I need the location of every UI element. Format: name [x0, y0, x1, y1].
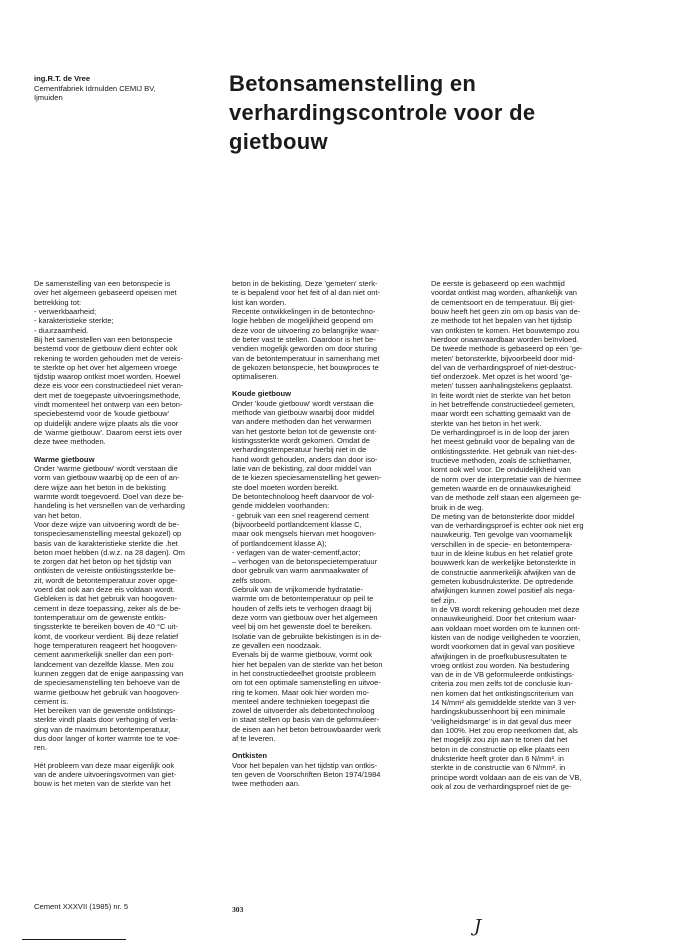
- text-line: ste doel moeten worden bereikt.: [232, 482, 339, 492]
- text-line: handeling is het versnellen van de verharding: [34, 501, 185, 511]
- text-line: verschillen in de specie- en betontempera-: [431, 539, 573, 549]
- text-line: hierdoor onaanvaardbaar worden beïnvloed.: [431, 334, 579, 344]
- text-line: gemeten waarde en de onnauwkeurigheid: [431, 483, 571, 493]
- section-heading-warme-gietbouw: Warme gietbouw: [34, 454, 95, 464]
- text-line: ontkistingssterkte. Het gebruik van niet-des-: [431, 446, 577, 456]
- text-line: cement is.: [34, 696, 69, 706]
- text-line: veel bij om het gewenste doel te bereiken.: [232, 622, 373, 632]
- handwritten-mark: J: [474, 916, 482, 937]
- text-line: Evenals bij de warme gietbouw, vormt ook: [232, 650, 373, 660]
- text-line: maar ook mengsels hiervan met hoogoven-: [232, 529, 377, 539]
- text-line: Voor het bepalen van het tijdstip van ontkis-: [232, 760, 378, 770]
- text-line: Gebleken is dat het gebruik van hoogoven-: [34, 594, 178, 604]
- text-line: tief onderzoek. Met opzet is het woord 'ge-: [431, 372, 573, 382]
- text-line: in het constructiedeelhet grootste probleem: [232, 668, 376, 678]
- text-line: cement in deze toepassing, zeker als de be-: [34, 603, 181, 613]
- author-affiliation: Cementfabriek Idrnulden CEMIJ BV,: [34, 83, 156, 93]
- text-line: maar wordt een schatting gemaakt van de: [431, 409, 571, 419]
- text-line: speciebestemd voor de 'koude gietbouw': [34, 409, 170, 419]
- text-column-3: [431, 279, 618, 791]
- text-line: sterkte van het beton in het werk.: [431, 418, 542, 428]
- section-heading-koude-gietbouw: Koude gietbouw: [232, 389, 292, 399]
- text-line: deze eis voor een constructiedeel niet veran-: [34, 381, 184, 391]
- text-line: ren.: [34, 743, 47, 753]
- text-line: ontkisten de vereiste ontkistingssterkte be-: [34, 566, 176, 576]
- text-line: de gekozen betonspecie, het bouwproces te: [232, 362, 379, 372]
- text-line: houden of zelfs iets te verhogen draagt bij: [232, 603, 372, 613]
- text-line: deze vorm van gietbouw over het algemeen: [232, 613, 378, 623]
- text-line: de eisen aan het beton betrouwbaarder werk: [232, 724, 381, 734]
- text-line: zowel de uitvoerder als debetontechnoloog: [232, 706, 375, 716]
- text-line: kisten van de nodige veiligheden te voorzien,: [431, 632, 581, 642]
- text-line: van de verhardingsproef is echter ook niet erg: [431, 521, 584, 531]
- text-line: van de betontemperatuur in samenhang met: [232, 353, 380, 363]
- text-line: principe wordt voldaan aan de eis van de VB,: [431, 772, 582, 782]
- title-line: verhardingscontrole voor de: [229, 100, 536, 125]
- koude-gietbouw-text: [232, 399, 419, 744]
- text-line: De tweede methode is gebaseerd op een 'ge-: [431, 344, 583, 354]
- text-line: komt ook wel voor. De onduidelijkheid van: [431, 465, 571, 475]
- text-line: bouw is het meten van de sterkte van het: [34, 779, 171, 789]
- text-line: latie van de bekisting, zal door middel van: [232, 464, 372, 474]
- text-line: bestemd voor de gietbouw dient echter ook: [34, 344, 178, 354]
- text-line: sterkte in de constructie van 6 N/mm². in: [431, 763, 566, 773]
- ontkisten-text: [232, 761, 419, 789]
- warme-gietbouw-text: [34, 464, 221, 753]
- text-line: van de in de VB geformuleerde ontkistings-: [431, 670, 575, 680]
- text-line: afwijkingen in de proefkubusresultaten te: [431, 651, 567, 661]
- text-line: methode van gietbouw waarbij door middel: [232, 408, 375, 418]
- text-line: bruik in de weg.: [431, 502, 484, 512]
- text-line: of portlandcement klasse A);: [232, 538, 327, 548]
- text-line: landcement van dezelfde klasse. Men zou: [34, 659, 174, 669]
- text-line: tructieve methoden, zoals de schiethamer,: [431, 455, 572, 465]
- text-line: Onder 'warme gietbouw' wordt verstaan die: [34, 464, 178, 474]
- text-line: De betontechnoloog heeft daarvoor de vol-: [232, 491, 375, 501]
- text-line: ze gevallen een noodzaak.: [232, 640, 322, 650]
- text-line: meten' tussen aanhalingstekens geplaatst.: [431, 381, 573, 391]
- text-line: van andere methoden dan het verwarmen: [232, 417, 372, 427]
- text-line: ze methode tot het bepalen van het tijdstip: [431, 316, 572, 326]
- text-line: dan 100%. Het zou erop neerkomen dat, als: [431, 726, 578, 735]
- text-line: Bij het samenstellen van een betonspecie: [34, 334, 173, 344]
- text-line: vorm van gietbouw waarbij op de een of an-: [34, 473, 180, 483]
- author-name: ing.R.T. de Vree: [34, 74, 91, 83]
- text-line: voerd dat ook aan deze eis voldaan wordt.: [34, 585, 175, 595]
- text-line: de te kiezen speciesamenstelling het gewen-: [232, 473, 382, 483]
- text-line: kistingssterkte wordt gekomen. Omdat de: [232, 436, 370, 446]
- text-line: deze voor de uitvoering zo belangrijke waar-: [232, 325, 380, 335]
- text-line: De verhardingproef is in de loop der jaren: [431, 428, 569, 437]
- text-line: vendien mogelijk geworden om door sturing: [232, 344, 378, 354]
- author-city: Ijmuiden: [34, 93, 63, 103]
- text-line: hier het bepalen van de sterkte van het beton: [232, 659, 383, 669]
- text-line: In de VB wordt rekening gehouden met deze: [431, 604, 580, 614]
- text-line: de cementsoort en de temperatuur. Bij giet-: [431, 297, 575, 307]
- text-line: door gebruik van warm aanmaakwater of: [232, 566, 368, 576]
- text-line: De eerste is gebaseerd op een wachttijd: [431, 279, 565, 288]
- text-column-1: [34, 279, 221, 789]
- text-line: meten' betonsterkte, bijvoorbeeld door mid-: [431, 353, 576, 363]
- text-line: het mogelijk zou zijn aan te tonen dat het: [431, 735, 568, 745]
- text-line: warmte wordt toegevoerd. Doel van deze be-: [34, 491, 184, 501]
- text-line: beton in de constructie op elke plaats een: [431, 744, 570, 754]
- text-line: hand wordt gehouden, anders dan door iso-: [232, 454, 378, 464]
- text-line: betrekking tot:: [34, 297, 82, 307]
- intro-continued-text: [232, 279, 419, 381]
- text-line: ring te komen. Maar ook hier worden mo-: [232, 687, 370, 697]
- text-line: gemeten kubusdruksterkte. De optredende: [431, 577, 574, 586]
- text-line: de speciesamenstelling ten behoeve van de: [34, 678, 180, 688]
- text-line: voordat ontkist mag worden, afhankelijk van: [431, 288, 577, 298]
- text-line: Gebruik van de vrijkomende hydratatie-: [232, 585, 363, 595]
- text-line: in het betreffende constructiedeel gemeten,: [431, 400, 576, 410]
- text-line: beton moet hebben (d.w.z. na 28 dagen). Om: [34, 547, 185, 557]
- text-line: kist kan worden.: [232, 297, 287, 307]
- text-line: ging van de maximum betontemperatuur,: [34, 724, 171, 734]
- text-line: van ontkisten te komen. Het bouwtempo zou: [431, 325, 580, 335]
- author-block: [34, 74, 214, 103]
- text-line: - gebruik van een snel reagerend cement: [232, 510, 369, 520]
- text-line: criteria zou men zelfs tot de conclusie kun-: [431, 679, 573, 689]
- text-line: van de methode zelf staan een algemeen ge-: [431, 493, 582, 503]
- title-line: Betonsamenstelling en: [229, 71, 477, 96]
- text-line: tuur in de kleine kubus en het relatief grote: [431, 549, 573, 559]
- text-line: ook al zou de verhardingsproef niet de ge-: [431, 781, 572, 791]
- text-line: 'veiligheidsmarge' is in dat geval dus meer: [431, 716, 572, 726]
- page-number: 303: [232, 905, 244, 914]
- text-line: twee methoden aan.: [232, 779, 300, 789]
- text-line: gende middelen voorhanden:: [232, 501, 330, 511]
- text-line: verhardingstemperatuur hierbij niet in de: [232, 445, 367, 455]
- text-line: dert met de toegepaste uitvoeringsmethode,: [34, 390, 181, 400]
- text-line: nauwkeurig. Ten gevolge van voornamelijk: [431, 530, 573, 540]
- text-line: - karakteristieke sterkte;: [34, 316, 114, 326]
- ontkisten-continued-text: [431, 279, 618, 791]
- text-line: zelfs stoom.: [232, 575, 273, 585]
- text-line: ten geven de Voorschriften Beton 1974/1984: [232, 770, 381, 780]
- text-line: te zorgen dat het beton op het tijdstip van: [34, 557, 172, 567]
- text-line: de norm over de interpretatie van de hiermee: [431, 474, 582, 484]
- text-line: van het gestorte beton tot de gewenste ont-: [232, 426, 377, 436]
- text-line: de beter vast te stellen. Daardoor is het be-: [232, 334, 376, 344]
- text-column-2: [232, 279, 419, 789]
- text-line: dus door langer of korter warmte toe te voe-: [34, 734, 180, 744]
- text-line: warmte om de betontemperatuur op peil te: [232, 594, 374, 604]
- paragraph-gap: [34, 753, 221, 761]
- text-line: afwijkingen kunnen zowel positief als nega-: [431, 586, 575, 596]
- text-line: bouw heeft het geen zin om op basis van de-: [431, 306, 581, 316]
- text-line: basis van de karakteristieke sterkte die .het: [34, 538, 178, 548]
- text-line: wordt voorkomen dat in geval van positieve: [431, 642, 575, 652]
- text-line: hardingskubussenhoort bij een minimale: [431, 707, 566, 717]
- text-line: hoge temperaturen reageert het hoogoven-: [34, 640, 178, 650]
- text-line: af te leveren.: [232, 734, 276, 744]
- text-line: van het beton.: [34, 510, 82, 520]
- closing-paragraph: [34, 761, 221, 789]
- text-line: het meest gebruikt voor de bepaling van de: [431, 437, 575, 447]
- text-line: cement aanmerkelijk sneller dan een port-: [34, 650, 174, 660]
- text-line: op duidelijk andere wijze plaats als die voor: [34, 418, 179, 428]
- title-line: gietbouw: [229, 129, 328, 154]
- text-line: kunnen zeggen dat de enige aanpassing van: [34, 668, 184, 678]
- text-line: tontemperatuur om de gewenste entkis-: [34, 613, 167, 623]
- text-line: tingssterkte te bereiken boven de 40 °C uit-: [34, 622, 178, 632]
- text-line: Recente ontwikkelingen in de betontechno-: [232, 306, 376, 316]
- text-line: beton in de bekisting. Deze 'gemeten' sterk-: [232, 279, 378, 288]
- text-line: optimaliseren.: [232, 372, 279, 382]
- text-line: In feite wordt niet de sterkte van het beton: [431, 390, 571, 400]
- text-line: del van de verhardingsproef of niet-destruc-: [431, 362, 577, 372]
- text-line: onnauwkeurigheid. Door het criterium waar-: [431, 614, 577, 624]
- text-line: menteel andere technieken toegepast die: [232, 696, 370, 706]
- text-line: - verlagen van de water-cementf,actor;: [232, 547, 361, 557]
- article-title: [229, 69, 649, 156]
- text-line: 14 N/mm² als gemiddelde sterkte van 3 ver-: [431, 698, 577, 708]
- text-line: Onder 'koude gietbouw' wordt verstaan die: [232, 398, 374, 408]
- text-line: (bijvoorbeeld portlandcement klasse C,: [232, 519, 362, 529]
- text-line: sterkte vindt plaats door verhoging of verla-: [34, 715, 178, 725]
- text-line: in staat stellen op basis van de geformuleer-: [232, 715, 380, 725]
- text-line: te is bepalend voor het feit of al dan niet ont-: [232, 288, 381, 298]
- text-line: Hét probleem van deze maar eigenlijk ook: [34, 760, 175, 770]
- text-line: logie hebben de mogelijkheid geopend om: [232, 316, 373, 326]
- text-line: deze twee methoden.: [34, 437, 106, 447]
- text-line: rekening te worden gehouden met de vereis-: [34, 353, 183, 363]
- text-line: - duurzaamheid.: [34, 325, 89, 335]
- text-line: bouwwerk kan de werkelijke betonsterkte in: [431, 558, 576, 568]
- text-line: vroeg ontkist zou worden. Na bestudering: [431, 660, 570, 670]
- text-line: te sterkte op het over het algemeen vroege: [34, 362, 178, 372]
- text-line: tijdstip waarop ontkist moet worden. Hoewel: [34, 372, 181, 382]
- text-line: de 'warme gietbouw'. Daarom eerst iets over: [34, 428, 182, 437]
- footer-rule: [22, 939, 126, 940]
- text-line: komt, de voorkeur verdient. Bij deze relatief: [34, 631, 179, 641]
- text-line: zit, wordt de betontemperatuur zover opge-: [34, 575, 178, 585]
- text-line: De samenstelling van een betonspecie is: [34, 279, 171, 288]
- text-line: aan voldaan moet worden om te kunnen ont-: [431, 623, 580, 633]
- text-line: – verhogen van de betonspecietemperatuur: [232, 557, 378, 567]
- text-line: druksterkte heeft groter dan 6 N/mm². in: [431, 753, 564, 763]
- text-line: vindt momenteel het ontwerp van een beton-: [34, 400, 183, 410]
- text-line: tief zijn.: [431, 595, 457, 605]
- text-line: warme gietbouw het gebruik van hoogoven-: [34, 687, 180, 697]
- text-line: van de andere uitvoeringsvormen van giet-: [34, 770, 177, 780]
- text-line: Voor deze wijze van uitvoering wordt de be-: [34, 519, 180, 529]
- text-line: Isolatie van de gebruikte bekistingen is in de-: [232, 631, 382, 641]
- section-heading-ontkisten: Ontkisten: [232, 751, 268, 761]
- journal-reference: Cement XXXVII (1985) nr. 5: [34, 902, 129, 911]
- text-line: de constructie aanmerkelijk afwijken van de: [431, 567, 576, 577]
- text-line: over het algemeen gebaseerd opeisen met: [34, 288, 177, 298]
- text-line: om tot een optimale samenstelling en uitvoe-: [232, 678, 381, 688]
- intro-paragraph: [34, 279, 221, 447]
- text-line: De meting van de betonsterkte door middel: [431, 511, 575, 521]
- text-line: - verwerkbaarheid;: [34, 306, 97, 316]
- text-line: nen komen dat het ontkistingscriterium van: [431, 688, 574, 698]
- text-line: Het bereiken van de gewenste ontklstinqs-: [34, 706, 176, 716]
- text-line: tonspeciesamenstelling meestal gekozel) op: [34, 529, 182, 539]
- text-line: dere wijze aan het beton in de bekisting: [34, 482, 166, 492]
